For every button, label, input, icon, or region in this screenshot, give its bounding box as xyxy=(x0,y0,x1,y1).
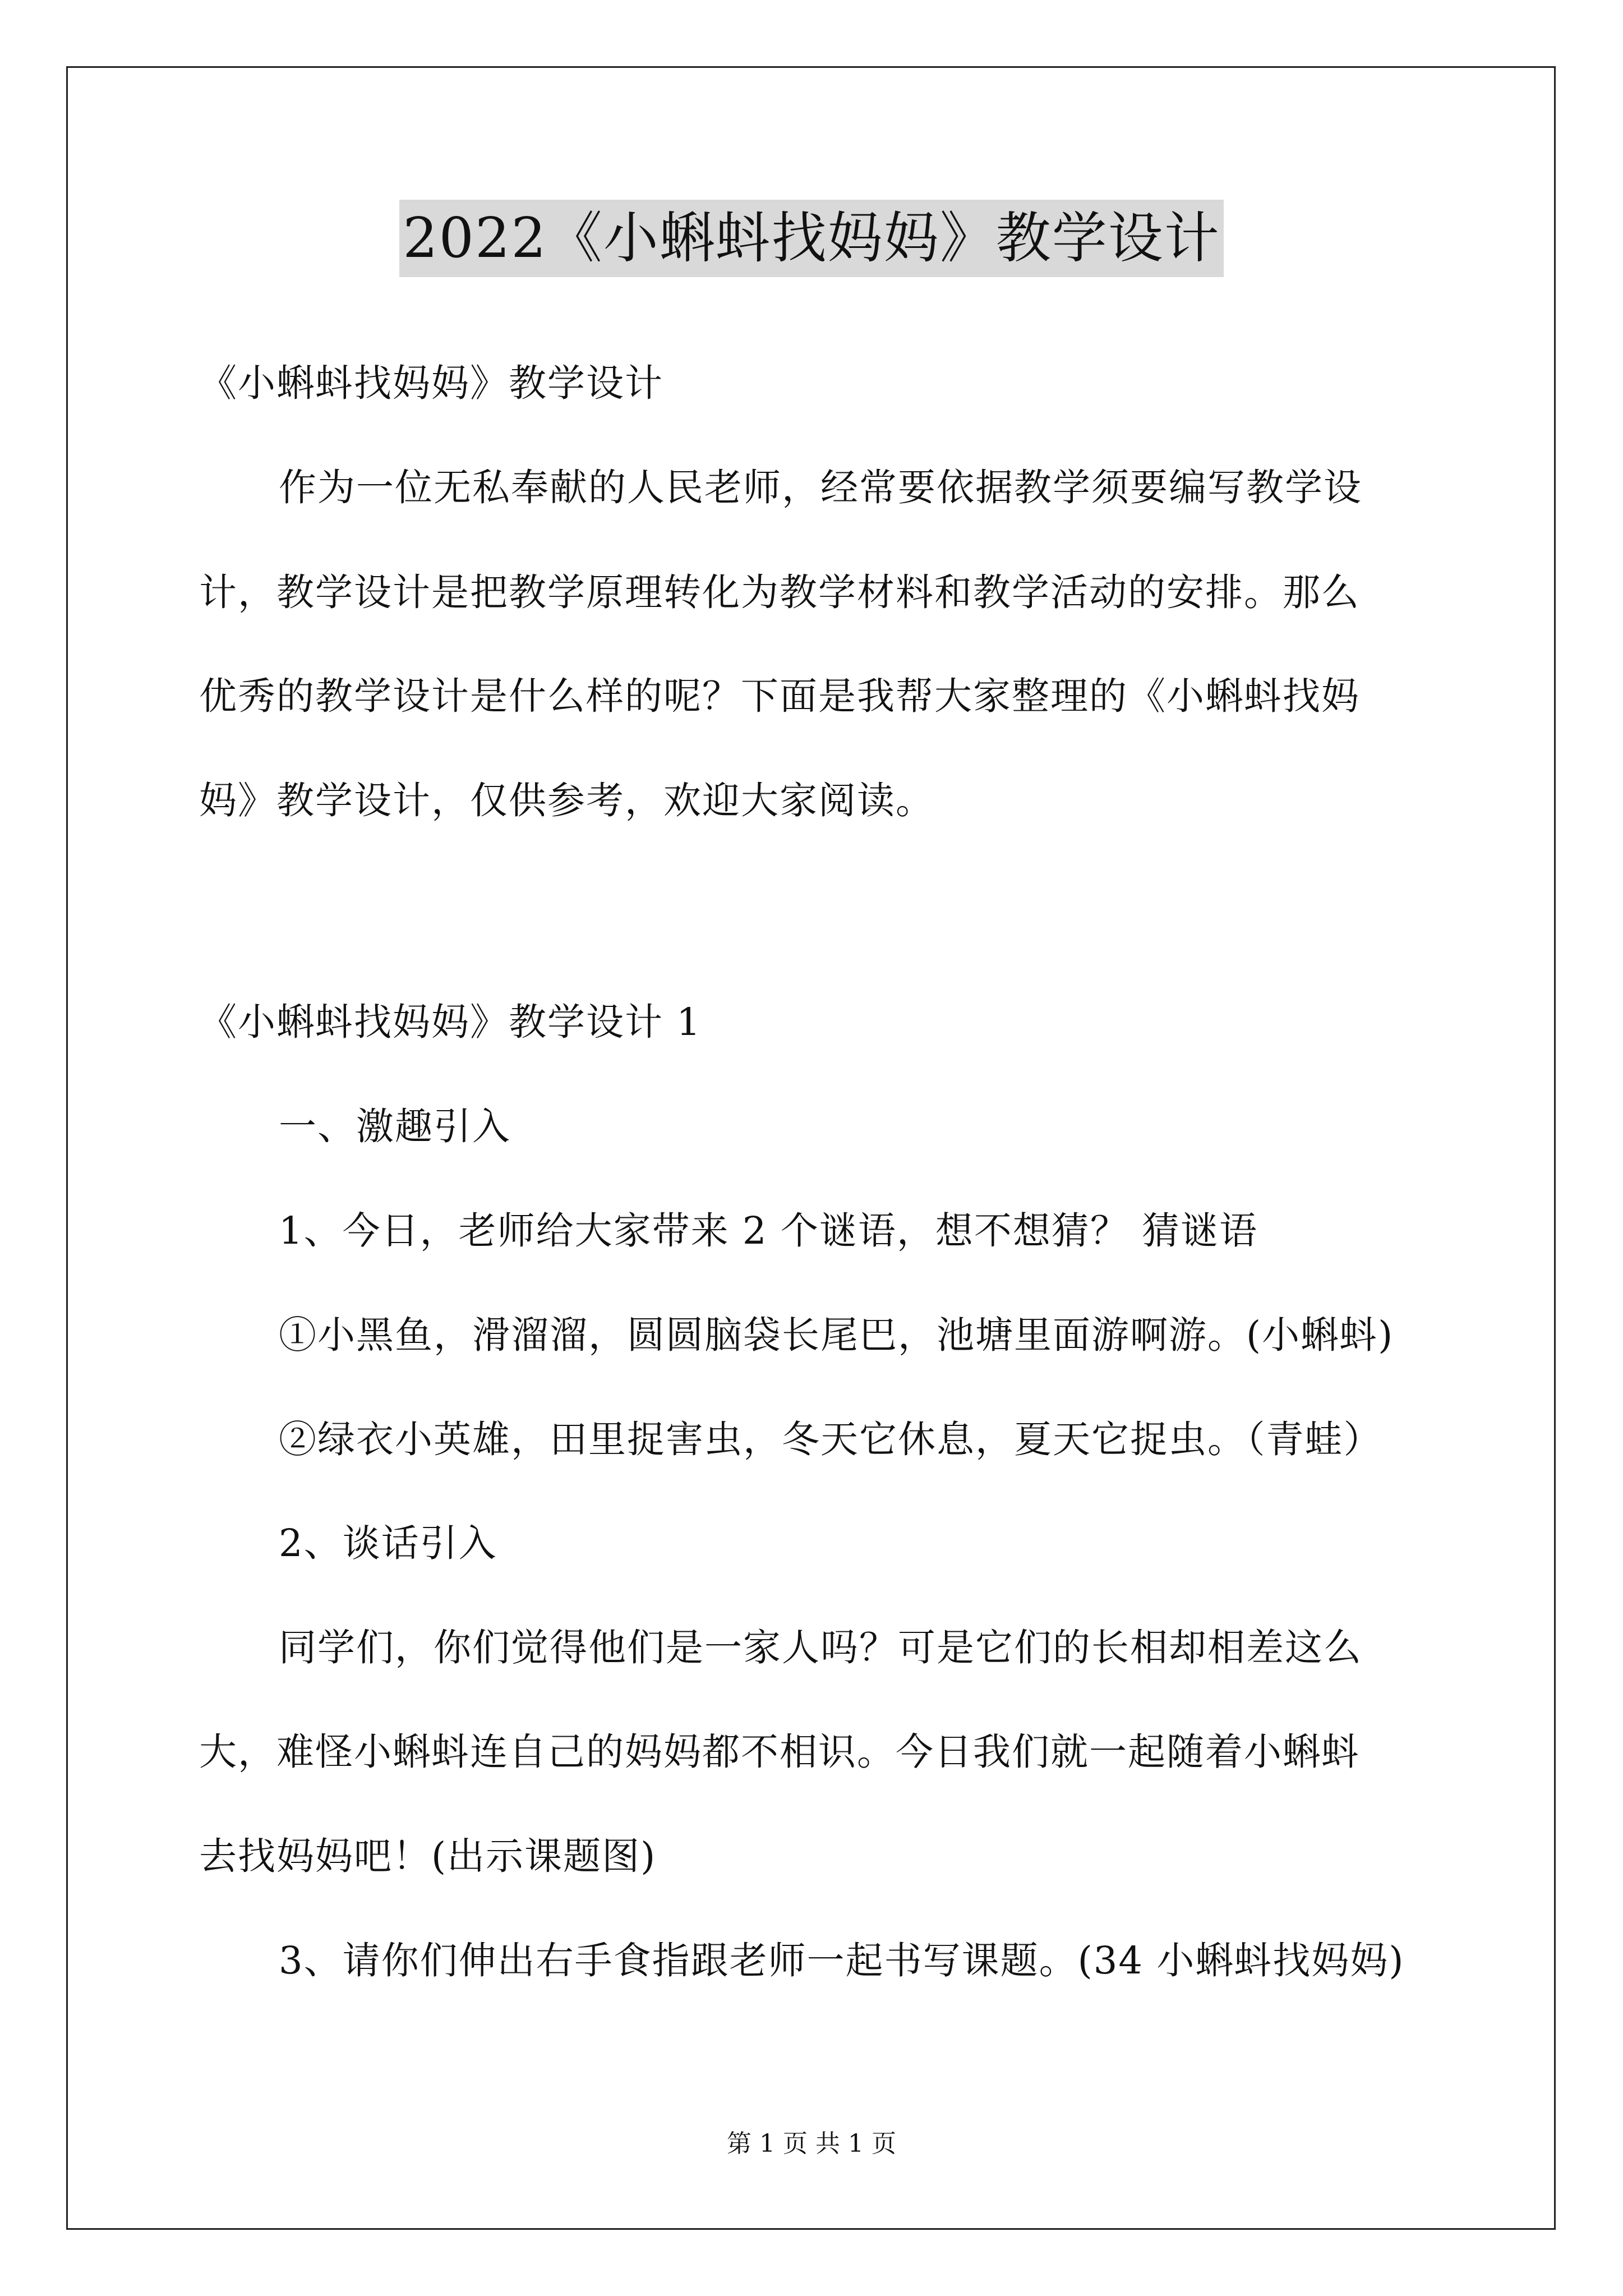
intro-paragraph-line-4: 妈》教学设计，仅供参考，欢迎大家阅读。 xyxy=(199,779,934,822)
riddle-intro-line: 1、今日，老师给大家带来 2 个谜语，想不想猜？ 猜谜语 xyxy=(279,1209,1258,1253)
document-title: 2022《小蝌蚪找妈妈》教学设计 xyxy=(399,200,1223,277)
step-heading-intro: 一、激趣引入 xyxy=(279,1105,511,1148)
intro-paragraph-line-2: 计，教学设计是把教学原理转化为教学材料和教学活动的安排。那么 xyxy=(199,570,1360,614)
section-heading: 《小蝌蚪找妈妈》教学设计 xyxy=(199,361,663,405)
intro-paragraph-line-1: 作为一位无私奉献的人民老师，经常要依据教学须要编写教学设 xyxy=(279,466,1362,509)
talk-paragraph-line-1: 同学们，你们觉得他们是一家人吗？可是它们的长相却相差这么 xyxy=(279,1626,1362,1669)
intro-paragraph-line-3: 优秀的教学设计是什么样的呢？下面是我帮大家整理的《小蝌蚪找妈 xyxy=(199,674,1360,718)
riddle-2-line: ②绿衣小英雄，田里捉害虫，冬天它休息，夏天它捉虫。（青蛙） xyxy=(279,1418,1382,1461)
riddle-1-line: ①小黑鱼，滑溜溜，圆圆脑袋长尾巴，池塘里面游啊游。(小蝌蚪) xyxy=(279,1313,1394,1357)
talk-intro-heading: 2、谈话引入 xyxy=(279,1521,497,1565)
title-block xyxy=(0,200,1623,277)
talk-paragraph-line-2: 大，难怪小蝌蚪连自己的妈妈都不相识。今日我们就一起随着小蝌蚪 xyxy=(199,1730,1360,1774)
design-1-heading: 《小蝌蚪找妈妈》教学设计 1 xyxy=(199,1000,702,1044)
page-footer: 第 1 页 共 1 页 xyxy=(727,2129,896,2158)
writing-instruction-line: 3、请你们伸出右手食指跟老师一起书写课题。(34 小蝌蚪找妈妈) xyxy=(279,1939,1405,1982)
talk-paragraph-line-3: 去找妈妈吧！(出示课题图) xyxy=(199,1834,657,1878)
